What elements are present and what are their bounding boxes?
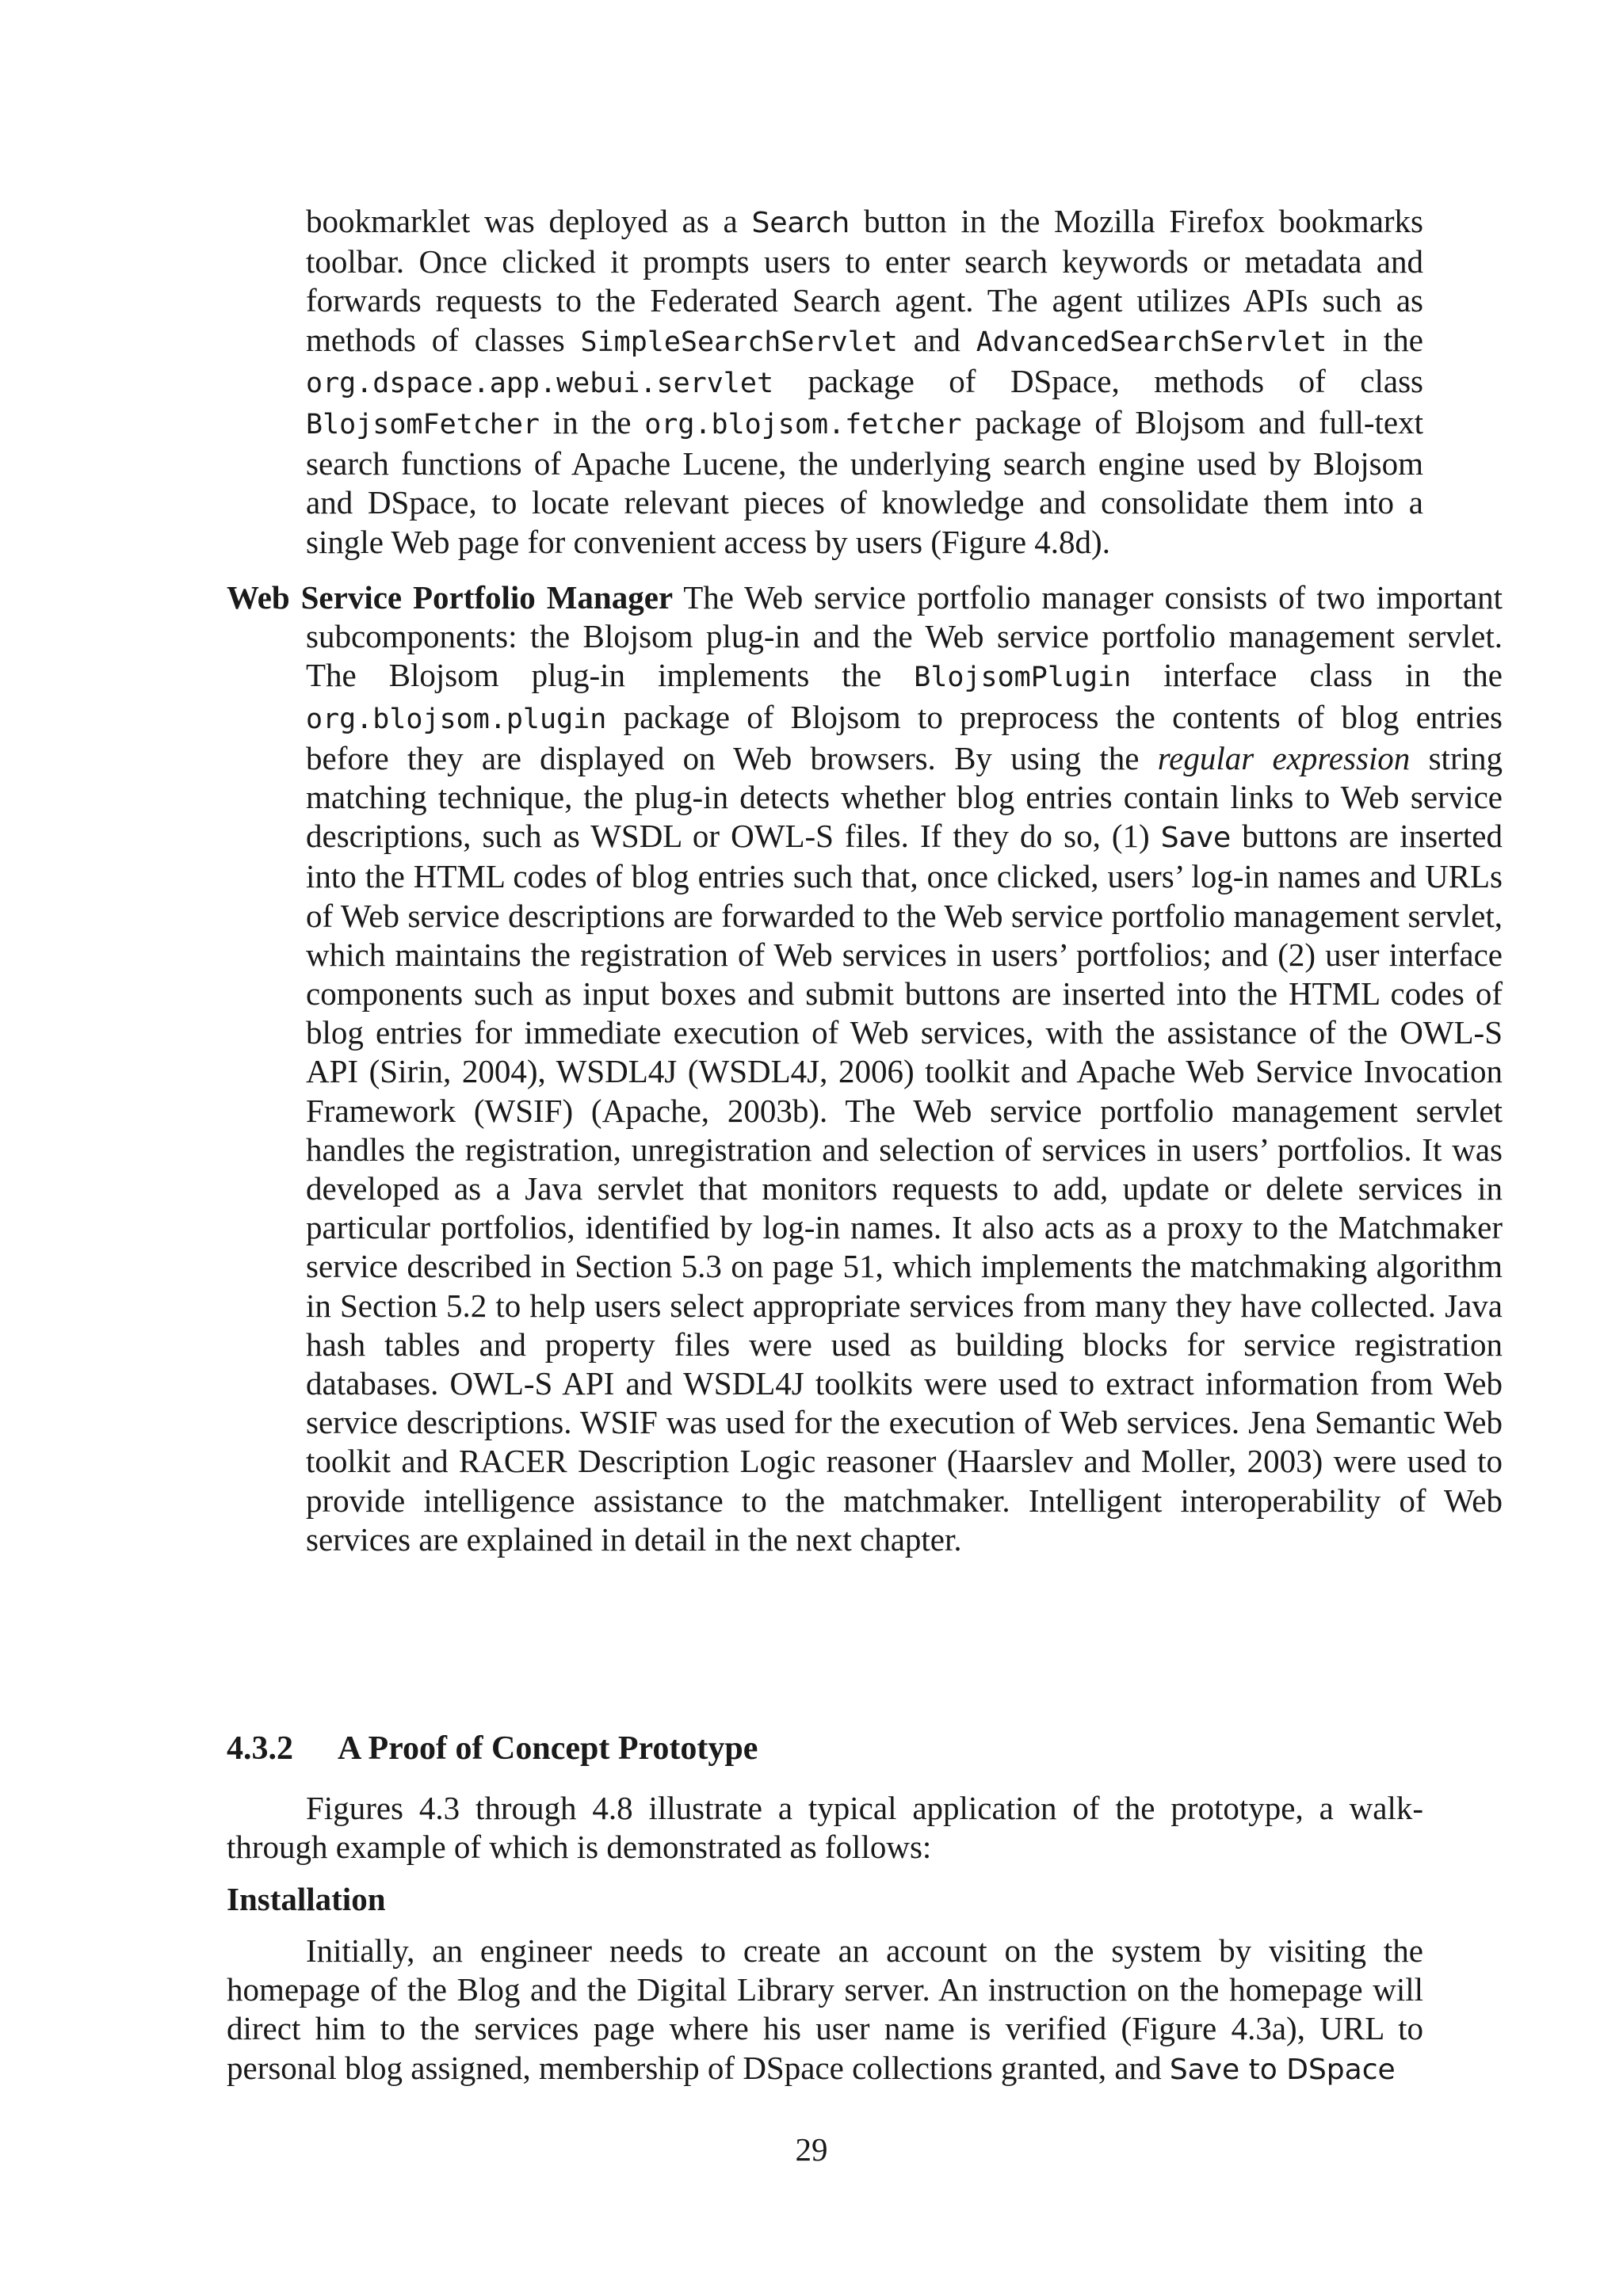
ui-label-text: Search bbox=[751, 207, 850, 239]
code-identifier: BlojsomPlugin bbox=[914, 662, 1132, 694]
description-web-service-portfolio-manager: Web Service Portfolio Manager The Web service portfolio manager consists of two important subcomponents: the Blojsom plug-in and the Web service portfolio management servlet. The Blojsom plug-in implements the BlojsomPlugin interface class in the org.blojsom.plugin package of Blojsom to preprocess the contents of blog entries before they are displayed on Web browsers. By using the regular expression string matching technique, the plug-in detects whether blog entries contain links to Web service descriptions, such as WSDL or OWL-S files. If they do so, (1) Save buttons are inserted into the HTML codes of blog entries such that, once clicked, users’ log-in names and URLs of Web service descriptions are forwarded to the Web service portfolio management servlet, which maintains the registration of Web services in users’ portfolios; and (2) user interface components such as input boxes and submit buttons are inserted into the HTML codes of blog entries for immediate execution of Web services, with the assistance of the OWL-S API (Sirin, 2004), WSDL4J (WSDL4J, 2006) toolkit and Apache Web Service Invocation Framework (WSIF) (Apache, 2003b). The Web service portfolio management servlet handles the registration, unregistration and selection of services in users’ portfolios. It was developed as a Java servlet that monitors requests to add, update or delete services in particular portfolios, identified by log-in names. It also acts as a proxy to the Matchmaker service described in Section 5.3 on page 51, which implements the matchmaking algorithm in Section 5.2 to help users select appropriate services from many they have collected. Java hash tables and property files were used as building blocks for service registration databases. OWL-S API and WSDL4J toolkits were used to extract information from Web service descriptions. WSIF was used for the execution of Web services. Jena Semantic Web toolkit and RACER Description Logic reasoner (Haarslev and Moller, 2003) were used to provide intelligence assistance to the matchmaker. Intelligent interoperability of Web services are explained in detail in the next chapter. bbox=[227, 579, 1503, 1558]
code-identifier: org.blojsom.plugin bbox=[306, 703, 607, 735]
code-identifier: org.blojsom.fetcher bbox=[644, 409, 962, 441]
section-number: 4.3.2 bbox=[227, 1730, 293, 1767]
description-term: Web Service Portfolio Manager bbox=[227, 579, 674, 616]
code-identifier: SimpleSearchServlet bbox=[580, 326, 898, 358]
ui-label-text: Save bbox=[1160, 822, 1232, 855]
page-number: 29 bbox=[795, 2131, 828, 2168]
subsection-heading: Installation bbox=[227, 1881, 386, 1917]
code-identifier: AdvancedSearchServlet bbox=[976, 326, 1327, 358]
code-identifier: org.dspace.app.webui.servlet bbox=[306, 367, 774, 399]
paragraph-federated-search: bookmarklet was deployed as a Search button in the Mozilla Firefox bookmarks toolbar. Once clicked it prompts users to enter search keywords or metadata and forwards requests to the Federated Search agent. The agent utilizes APIs such as methods of classes SimpleSearchServlet and AdvancedSearchServlet in the org.dspace.app.webui.servlet package of DSpace, methods of class BlojsomFetcher in the org.blojsom.fetcher package of Blojsom and full-text search functions of Apache Lucene, the underlying search engine used by Blojsom and DSpace, to locate relevant pieces of knowledge and consolidate them into a single Web page for convenient access by users (Figure 4.8d). bbox=[306, 203, 1424, 560]
code-identifier: BlojsomFetcher bbox=[306, 409, 540, 441]
section-heading bbox=[227, 1729, 758, 1768]
paragraph-installation: Initially, an engineer needs to create an account on the system by visiting the homepage of the Blog and the Digital Library server. An instruction on the homepage will direct him to the services page where his user name is verified (Figure 4.3a), URL to personal blog assigned, membership of DSpace collections granted, and Save to DSpace bbox=[227, 1932, 1423, 2086]
ui-label-text: Save to DSpace bbox=[1169, 2053, 1396, 2086]
paragraph-prototype-intro: Figures 4.3 through 4.8 illustrate a typical application of the prototype, a walk-through example of which is demonstrated as follows: bbox=[227, 1790, 1423, 1866]
emphasis-text: regular expression bbox=[1157, 739, 1411, 776]
section-title: A Proof of Concept Prototype bbox=[338, 1730, 758, 1767]
